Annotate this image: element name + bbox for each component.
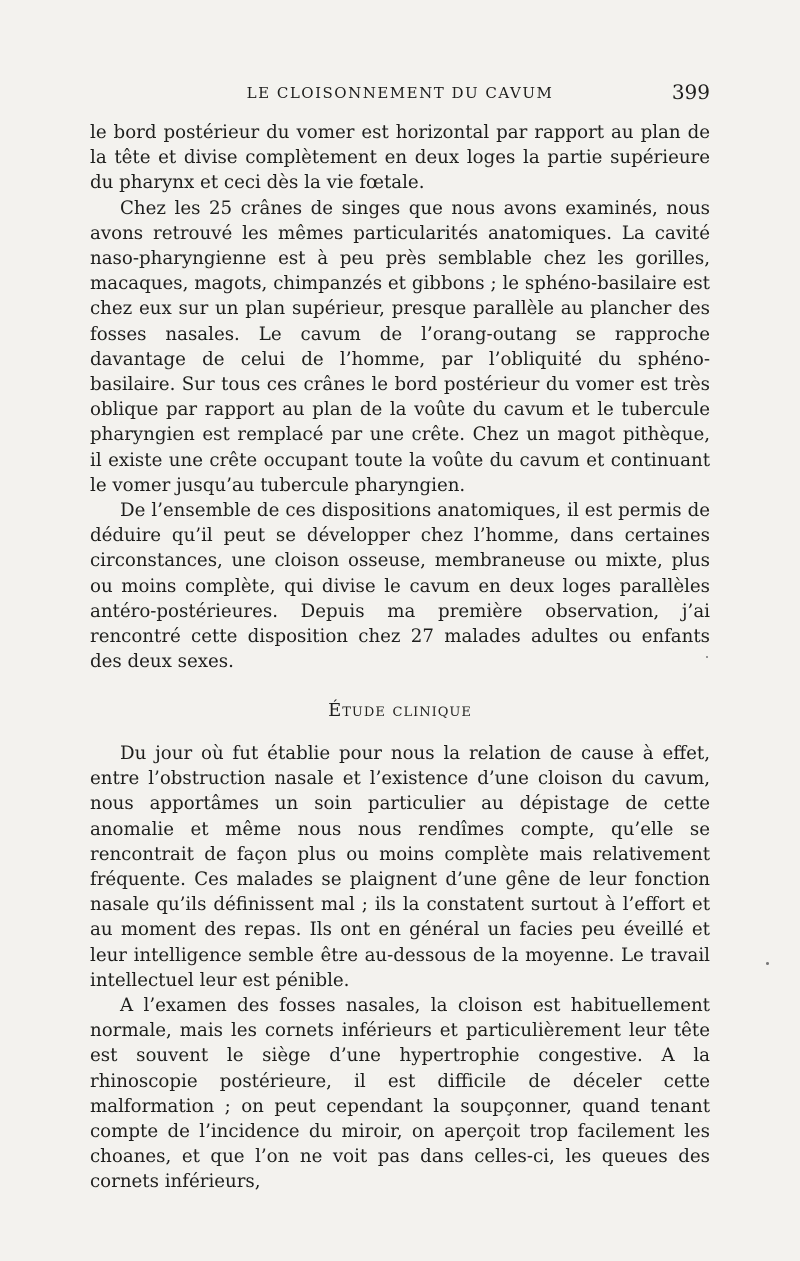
section-heading: Étude clinique xyxy=(328,700,472,721)
paragraph-continuation: le bord postérieur du vomer est horizontal par rapport au plan de la tête et divise complètement en deux loges la partie supérieure du pharynx et ceci dès la vie fœtale. xyxy=(90,122,710,194)
page-number: 399 xyxy=(671,80,710,104)
paragraph-dispositions: De l’ensemble de ces dispositions anatomiques, il est permis de déduire qu’il peut se développer chez l’homme, dans certaines circonstances, une cloison osseuse, membraneuse ou mixte, plus ou moins complète, qui divise le cavum en deux loges parallèles antéro-postérieures. Depuis ma première observation, j’ai rencontré cette disposition chez 27 malades adultes ou enfants des deux sexes. xyxy=(90,500,710,673)
paragraph-singes: Chez les 25 crânes de singes que nous avons examinés, nous avons retrouvé les mêmes particularités anatomiques. La cavité naso-pharyngienne est à peu près semblable chez les gorilles, macaques, magots, chimpanzés et gibbons ; le sphéno-basilaire est chez eux sur un plan supérieur, presque parallèle au plancher des fosses nasales. Le cavum de l’orang-outang se rapproche davantage de celui de l’homme, par l’obliquité du sphéno-basilaire. Sur tous ces crânes le bord postérieur du vomer est très oblique par rapport au plan de la voûte du cavum et le tubercule pharyngien est remplacé par une crête. Chez un magot pithèque, il existe une crête occupant toute la voûte du cavum et continuant le vomer jusqu’au tubercule pharyngien. xyxy=(90,197,710,496)
paper-speck xyxy=(766,962,769,965)
paragraph-examen: A l’examen des fosses nasales, la cloison est habituellement normale, mais les cornets inférieurs et particulièrement leur tête est souvent le siège d’une hypertrophie congestive. A la rhinoscopie postérieure, il est difficile de déceler cette malformation ; on peut cependant la soupçonner, quand tenant compte de l’incidence du miroir, on aperçoit trop facilement les choanes, et que l’on ne voit pas dans celles-ci, les queues des cornets inférieurs, xyxy=(90,995,710,1193)
paragraph-clinique: Du jour où fut établie pour nous la relation de cause à effet, entre l’obstruction nasale et l’existence d’une cloison du cavum, nous apportâmes un soin particulier au dépistage de cette anomalie et même nous nous rendîmes compte, qu’elle se rencontrait de façon plus ou moins complète mais relativement fréquente. Ces malades se plaignent d’une gêne de leur fonction nasale qu’ils définissent mal ; ils la constatent surtout à l’effort et au moment des repas. Ils ont en général un facies peu éveillé et leur intelligence semble être au-dessous de la moyenne. Le travail intellectuel leur est pénible. xyxy=(90,743,710,991)
body-text-bottom xyxy=(90,741,710,1195)
page-header xyxy=(90,76,710,110)
body-text-top xyxy=(90,120,710,674)
running-title: LE CLOISONNEMENT DU CAVUM xyxy=(246,84,554,102)
paper-speck xyxy=(706,656,708,658)
